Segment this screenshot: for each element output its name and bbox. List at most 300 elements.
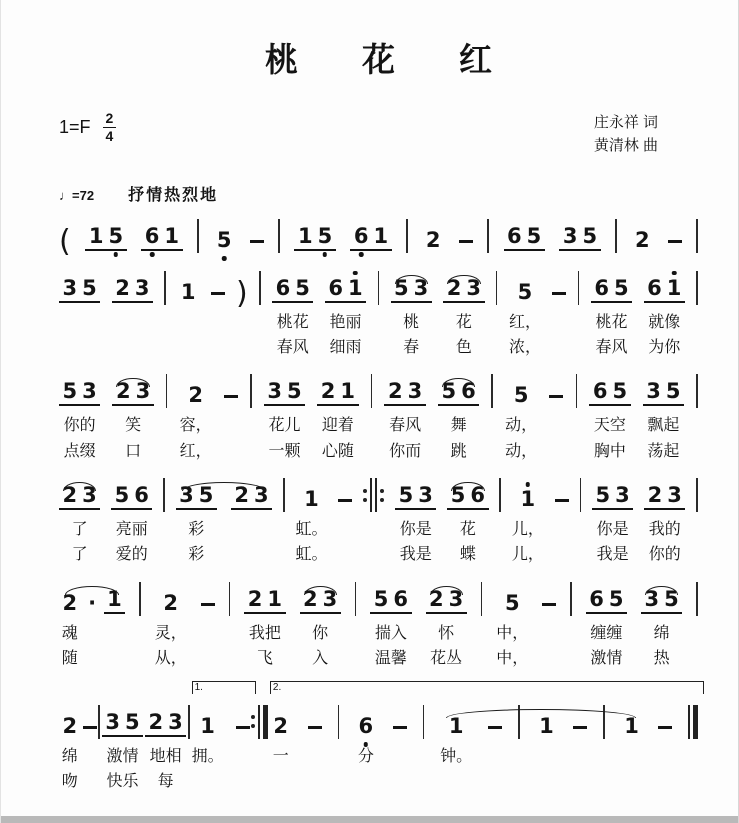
note-group [111, 480, 152, 567]
lyric-verse-2: 细雨 [329, 338, 362, 356]
dash-col [83, 707, 97, 737]
dash [542, 603, 556, 606]
note-group [592, 480, 633, 567]
note-digit: 5 [517, 279, 533, 304]
repeat-col [688, 707, 698, 739]
note-group [559, 221, 600, 251]
note-beam [197, 713, 219, 738]
slur-group [440, 707, 642, 768]
note-digit: 6 [328, 275, 343, 300]
dash-col [668, 221, 682, 251]
note-digit: 5 [398, 483, 414, 508]
note-beam [294, 223, 335, 251]
note-digit: 1 [107, 586, 122, 611]
barline [696, 374, 698, 408]
note-group [384, 376, 425, 463]
note-group [295, 480, 327, 567]
note-digit: 5 [373, 586, 389, 611]
dash-col [459, 221, 473, 251]
lyric-verse-2: 春 [403, 338, 420, 356]
note-group [264, 376, 305, 463]
note-group [294, 221, 335, 251]
time-signature [103, 111, 117, 143]
lyric-verse-1: 亮丽 [115, 521, 148, 539]
lyric-verse-1: 迎着 [321, 417, 354, 435]
note-digit: 3 [322, 586, 338, 611]
note-beam [85, 223, 126, 251]
dash [573, 726, 587, 729]
lyric-verse-2: 激情 [590, 650, 623, 668]
dash [250, 240, 264, 243]
slur-group [59, 584, 125, 671]
dash [308, 726, 322, 729]
barline [197, 219, 199, 253]
note-digit: 6 [356, 716, 376, 737]
note-digit: 3 [179, 483, 194, 508]
lyric-verse-2: 中， [496, 650, 529, 668]
lyric-verse-2: 从， [154, 650, 187, 668]
note-digit: 5 [106, 226, 126, 247]
note-digit: 3 [82, 379, 97, 404]
lyric-verse-1: 动， [505, 417, 538, 435]
dash [668, 240, 682, 243]
note-beam [559, 223, 600, 251]
note-beam [355, 713, 377, 738]
note-digit: 6 [470, 483, 486, 508]
note-group [104, 584, 126, 614]
note-group [422, 221, 444, 251]
lyric-verse-1: 天空 [593, 417, 626, 435]
note-group [180, 376, 212, 463]
note-beam [112, 275, 153, 303]
note-beam [59, 713, 81, 738]
note-group [59, 273, 100, 303]
note-digit: 5 [295, 275, 310, 300]
music-line-1 [59, 221, 698, 259]
lyric-verse-1: 地相 [149, 747, 182, 765]
paren-col [235, 273, 248, 311]
lyric-verse-2: 红， [179, 442, 212, 460]
note-group [395, 480, 436, 567]
note-beam [536, 713, 558, 738]
note-digit: 3 [466, 275, 481, 300]
note-digit: 3 [135, 379, 151, 404]
note-group [370, 584, 411, 671]
note-group [272, 273, 313, 360]
dash-col [552, 273, 566, 303]
note-digit: 1 [297, 223, 313, 248]
note-group [155, 584, 187, 671]
note-digit: 1 [448, 713, 464, 738]
dash-col [393, 707, 407, 737]
note-beam [422, 227, 444, 252]
volta-bracket [270, 681, 704, 694]
lyric-verse-1: 你是 [596, 521, 629, 539]
note-digit: 3 [667, 483, 682, 508]
lyric-verse-1: 笑 [125, 417, 142, 435]
barline [615, 219, 617, 253]
lyric-verse-1: 桃花 [276, 313, 309, 331]
repeat-end-sign [251, 705, 268, 739]
note-beam [643, 381, 684, 406]
lyric-verse-2: 色 [455, 338, 472, 356]
lyric-verse-1: 艳丽 [329, 313, 362, 331]
note-beam [438, 381, 479, 406]
tempo-row [59, 182, 698, 205]
note-group [447, 480, 488, 567]
note-digit: 5 [665, 379, 681, 404]
sheet-page [1, 0, 738, 793]
note-group [145, 707, 186, 794]
lyric-verse-1: 绵 [653, 624, 670, 642]
note-beam [160, 590, 182, 615]
note-digit: 3 [644, 586, 660, 611]
note-digit: 2 [62, 590, 78, 615]
lyric-verse-2: 花丛 [430, 650, 463, 668]
note-digit: 3 [407, 379, 423, 404]
note-digit: 2 [429, 586, 444, 611]
lyric-verse-1: 中， [496, 624, 529, 642]
note-digit: 6 [351, 226, 371, 247]
note-beam [111, 485, 152, 510]
dash [201, 603, 215, 606]
meta-row [59, 111, 698, 158]
note-group [300, 584, 341, 671]
note-digit: 5 [582, 223, 598, 248]
dash-col [236, 707, 250, 737]
music-line-4 [59, 480, 698, 567]
note-group [589, 376, 630, 463]
lyric-verse-2: 荡起 [647, 442, 680, 460]
note-beam [445, 713, 467, 738]
lyric-verse-2: 我是 [596, 546, 629, 564]
lyric-verse-2: 点缀 [63, 442, 96, 460]
note-group [112, 376, 153, 463]
note-beam [514, 279, 536, 304]
note-digit: 2 [148, 709, 164, 734]
note-digit: 1 [88, 223, 104, 248]
note-beam [631, 227, 653, 252]
volta-label: 2. [272, 681, 282, 693]
note-beam [395, 485, 436, 510]
barline [491, 374, 493, 408]
dash [393, 726, 407, 729]
lyric-verse-1: 了 [71, 521, 88, 539]
note-digit: 1 [518, 489, 538, 510]
note-group [59, 376, 100, 463]
barline [139, 582, 141, 616]
credits [594, 111, 658, 158]
note-beam [59, 590, 81, 615]
note-digit: 6 [592, 379, 608, 404]
lyric-verse-1: 桃 [403, 313, 420, 331]
note-group [586, 584, 627, 671]
note-digit: · [88, 590, 97, 615]
lyric-verse-1: 儿， [511, 521, 544, 539]
note-group [350, 221, 391, 251]
note-beam [244, 586, 285, 614]
barline [188, 705, 190, 739]
lyric-verse-2: 我是 [399, 546, 432, 564]
note-digit: 5 [286, 379, 302, 404]
lyric-verse-1: 我的 [648, 521, 681, 539]
note-group [509, 273, 541, 360]
note-digit: 6 [393, 586, 408, 611]
barline [229, 582, 231, 616]
barline [406, 219, 408, 253]
bar-stroke [375, 478, 377, 512]
barline [283, 478, 285, 512]
note-beam [141, 223, 182, 251]
lyricist-credit: 庄永祥 词 [593, 114, 658, 131]
note-digit: 1 [664, 278, 684, 299]
note-beam [426, 586, 467, 614]
lyric-verse-1: 缠缠 [590, 624, 623, 642]
note-beam [177, 279, 199, 304]
dash-col [488, 707, 502, 737]
lyric-verse-1: 怀 [438, 624, 455, 642]
dash-col [555, 480, 569, 510]
note-beam [317, 381, 358, 406]
dash [552, 292, 566, 295]
note-digit: 5 [450, 483, 466, 508]
music-line-6 [59, 681, 698, 794]
note-beam [592, 485, 633, 510]
note-group [59, 480, 100, 567]
note-digit: 6 [594, 275, 609, 300]
note-group [438, 376, 479, 463]
note-group [177, 273, 199, 303]
lyric-verse-1: 灵， [154, 624, 187, 642]
note-group [141, 221, 182, 251]
lyric-verse-2: 飞 [256, 650, 273, 668]
dash-col [549, 376, 563, 406]
note-beam [586, 586, 627, 614]
note-digit: 6 [507, 223, 522, 248]
note-beam [231, 485, 272, 510]
note-beam [185, 385, 207, 406]
lyric-verse-1: 激情 [106, 747, 139, 765]
lyric-verse-1: 拥。 [191, 747, 224, 765]
note-digit: 5 [526, 223, 542, 248]
note-digit: 2 [647, 483, 663, 508]
dash [338, 499, 352, 502]
barline [496, 271, 498, 305]
note-digit: 5 [394, 275, 409, 300]
repeat-dots [251, 705, 255, 739]
bar-stroke [263, 705, 268, 739]
note-group [643, 376, 684, 463]
lyric-verse-2: 你而 [389, 442, 422, 460]
barline [278, 219, 280, 253]
note-group [112, 273, 153, 303]
note-beam [85, 590, 100, 615]
song-title: 桃花红 [265, 41, 556, 78]
lyric-verse-1: 虹。 [295, 521, 328, 539]
expression-marking: 抒情热烈地 [128, 186, 219, 204]
dash-col [542, 584, 556, 614]
note-digit: 2 [320, 379, 336, 404]
dash [224, 395, 238, 398]
lyric-verse-2: 浓， [508, 338, 541, 356]
lyric-verse-1: 我把 [248, 624, 281, 642]
note-group [85, 584, 100, 614]
note-digit: 2 [62, 483, 78, 508]
repeat-both-sign [363, 478, 384, 512]
lyric-verse-2: 彩 [188, 546, 205, 564]
note-digit: 3 [418, 483, 433, 508]
barline [580, 478, 582, 512]
lyric-verse-2: 动， [505, 442, 538, 460]
time-signature-top: 2 [103, 111, 117, 128]
note-group [355, 707, 377, 768]
note-beam [443, 275, 484, 303]
note-beam [59, 275, 100, 303]
note-digit: 5 [595, 483, 611, 508]
note-digit: 2 [446, 275, 462, 300]
barline [578, 271, 580, 305]
lyric-verse-1: 绵 [61, 747, 78, 765]
note-digit: 2 [634, 227, 650, 252]
note-digit: 1 [164, 223, 180, 248]
repeat-dots [363, 478, 367, 512]
note-beam [112, 381, 153, 406]
lyric-verse-2: 快乐 [106, 773, 139, 791]
lyric-verse-1: 就像 [648, 313, 681, 331]
note-group [244, 584, 285, 671]
barline [355, 582, 357, 616]
lyric-verse-1: 你的 [63, 417, 96, 435]
note-beam [264, 381, 305, 406]
note-group [213, 221, 235, 251]
lyric-verse-1: 一 [272, 747, 289, 765]
barline [371, 374, 373, 408]
note-digit: 1 [340, 379, 356, 404]
note-group [536, 707, 558, 737]
note-digit: 2 [425, 227, 441, 252]
note-digit: 5 [613, 275, 629, 300]
barline [423, 705, 425, 739]
lyric-verse-2: 蝶 [459, 546, 476, 564]
note-digit: 2 [115, 379, 131, 404]
dash-col [211, 273, 225, 303]
note-beam [301, 489, 323, 510]
note-group [591, 273, 632, 360]
barline [696, 582, 698, 616]
note-digit: 3 [105, 709, 120, 734]
note-beam [325, 275, 366, 303]
lyric-verse-2: 虹。 [295, 546, 328, 564]
music-line-2 [59, 273, 698, 360]
bar-stroke [693, 705, 698, 739]
note-digit: 2 [62, 713, 78, 738]
key-signature [59, 111, 116, 143]
dash-col [658, 707, 672, 737]
note-group [440, 707, 472, 768]
note-digit: 1 [180, 279, 196, 304]
barline [487, 219, 489, 253]
note-beam [350, 223, 391, 251]
dash [211, 292, 225, 295]
barline [250, 374, 252, 408]
note-digit: 2 [247, 586, 263, 611]
lyric-verse-2: 儿， [511, 546, 544, 564]
lyric-verse-2: 春风 [595, 338, 628, 356]
note-beam [370, 586, 411, 614]
volta-label: 1. [194, 681, 203, 693]
note-digit: 5 [513, 383, 529, 408]
bar-stroke [370, 478, 372, 512]
note-group [102, 707, 143, 794]
note-digit: 5 [114, 483, 130, 508]
note-group [59, 707, 81, 794]
key-label: 1=F [59, 116, 91, 137]
note-group [512, 480, 544, 567]
lyric-verse-1: 舞 [450, 417, 467, 435]
note-digit: 3 [82, 483, 97, 508]
tempo-marking: ♩=72 [59, 187, 95, 203]
note-group [59, 584, 81, 671]
lyric-verse-2: 温馨 [374, 650, 407, 668]
barline [164, 271, 166, 305]
note-group [644, 480, 685, 567]
note-digit: 3 [62, 275, 78, 300]
paren-col [59, 221, 71, 259]
lyric-verse-1: 红， [508, 313, 541, 331]
barline [166, 374, 168, 408]
dash-col [250, 221, 264, 251]
note-digit: 2 [303, 586, 318, 611]
parenthesis: ( [59, 223, 71, 259]
barline [603, 705, 605, 739]
time-signature-bottom: 4 [105, 127, 114, 144]
lyric-verse-1: 桃花 [595, 313, 628, 331]
lyric-verse-2: 心随 [321, 442, 354, 460]
lyric-verse-1: 钟。 [440, 747, 473, 765]
lyric-verse-2: 跳 [450, 442, 467, 460]
note-beam [384, 381, 425, 406]
note-digit: 5 [612, 379, 628, 404]
note-digit: 3 [267, 379, 282, 404]
note-beam [300, 586, 341, 614]
note-group [391, 273, 432, 360]
composer-credit: 黄清林 曲 [593, 137, 658, 155]
barline [518, 705, 520, 739]
note-beam [59, 485, 100, 510]
slur-group [176, 480, 273, 567]
barline [378, 271, 380, 305]
note-digit: 6 [647, 275, 662, 300]
note-digit: 2 [115, 275, 130, 300]
lyric-verse-1: 春风 [389, 417, 422, 435]
note-digit: 6 [461, 379, 476, 404]
note-group [231, 480, 272, 510]
note-group [192, 707, 224, 768]
note-beam [176, 485, 217, 510]
note-digit: 1 [624, 713, 639, 738]
note-digit: 3 [168, 709, 183, 734]
note-digit: 6 [134, 483, 149, 508]
note-digit: 1 [200, 713, 215, 738]
note-group [443, 273, 484, 360]
note-digit: 5 [82, 275, 97, 300]
barline [481, 582, 483, 616]
lyric-verse-2: 爱的 [115, 546, 148, 564]
barline [163, 478, 165, 512]
note-digit: 5 [664, 586, 679, 611]
note-group [621, 707, 643, 737]
note-digit: 5 [504, 590, 520, 615]
